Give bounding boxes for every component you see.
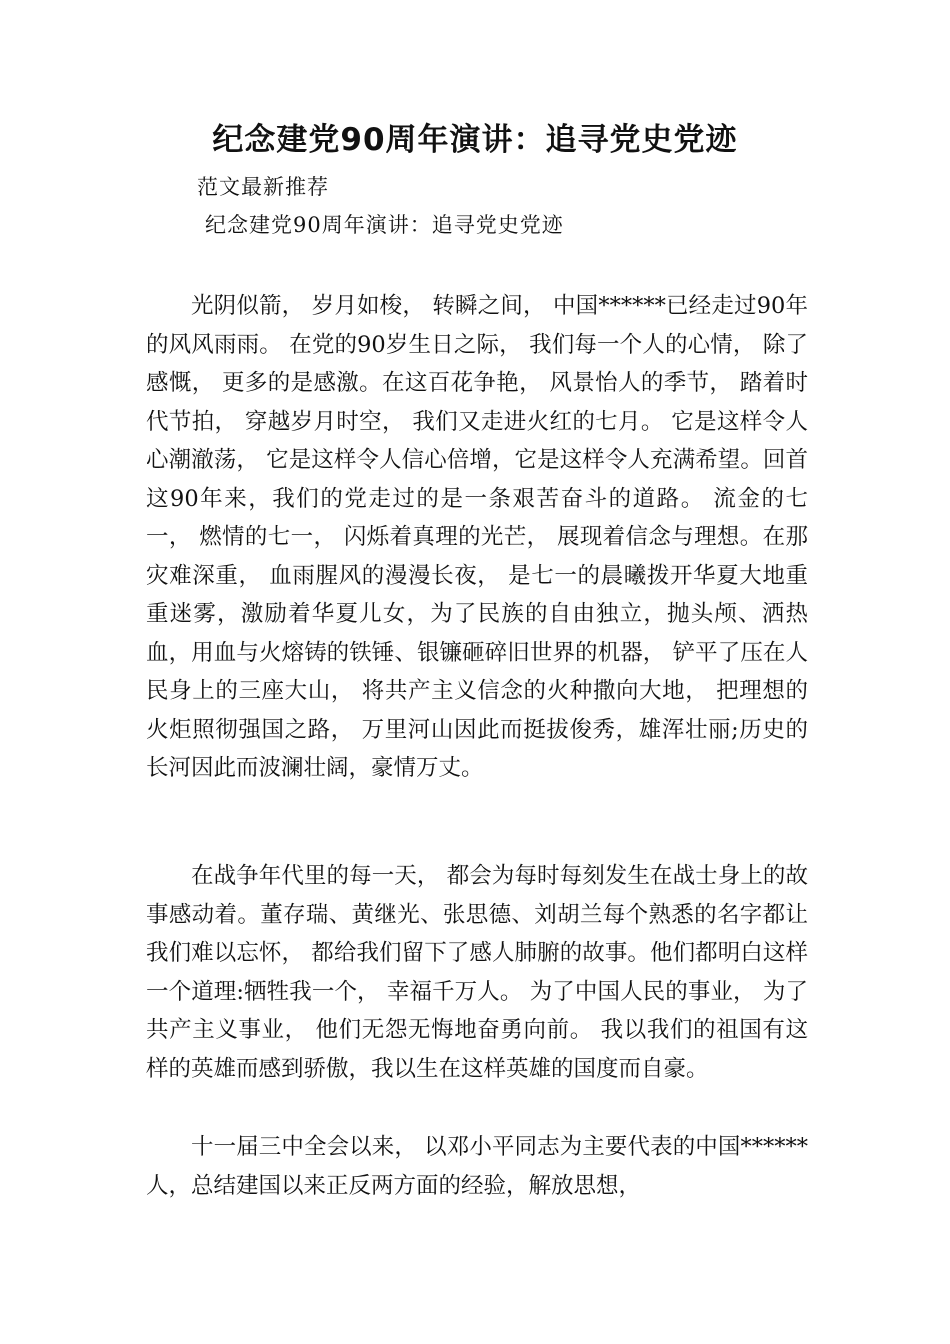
body-paragraph: 光阴似箭， 岁月如梭， 转瞬之间， 中国******已经走过90年的风风雨雨。 在党的90岁生日之际， 我们每一个人的心情， 除了感慨， 更多的是感激。在这百花争艳， 风景怡人的季节， 踏着时代节拍， 穿越岁月时空， 我们又走进火红的七月。 它是这样令人心潮澈荡， 它是这样令人信心倍增，它是这样令人充满希望。回首这90年来，我们的党走过的是一条艰苦奋斗的道路。 流金的七一， 燃情的七一， 闪烁着真理的光芒， 展现着信念与理想。在那灾难深重， 血雨腥风的漫漫长夜， 是七一的晨曦拨开华夏大地重重迷雾，激励着华夏儿女，为了民族的自由独立，抛头颅、洒热血，用血与火熔铸的铁锤、银镰砸碎旧世界的机器， 铲平了压在人民身上的三座大山， 将共产主义信念的火种撒向大地， 把理想的火炬照彻强国之路， 万里河山因此而挺拔俊秀，雄浑壮丽;历史的长河因此而波澜壮阔，豪情万丈。	[146, 293, 808, 781]
document-title: 纪念建党90周年演讲：追寻党史党迹	[212, 122, 738, 158]
body-paragraph: 在战争年代里的每一天， 都会为每时每刻发生在战士身上的故事感动着。董存瑞、黄继光、张思德、刘胡兰每个熟悉的名字都让我们难以忘怀， 都给我们留下了感人肺腑的故事。他们都明白这样一个道理:牺牲我一个， 幸福千万人。 为了中国人民的事业， 为了共产主义事业， 他们无怨无悔地奋勇向前。 我以我们的祖国有这样的英雄而感到骄傲，我以生在这样英雄的国度而自豪。	[146, 863, 808, 1082]
document-subtitle: 纪念建党90周年演讲：追寻党史党迹	[205, 213, 564, 237]
document-category: 范文最新推荐	[197, 175, 329, 199]
body-paragraph: 十一届三中全会以来， 以邓小平同志为主要代表的中国******人，总结建国以来正反两方面的经验，解放思想，	[146, 1134, 808, 1199]
